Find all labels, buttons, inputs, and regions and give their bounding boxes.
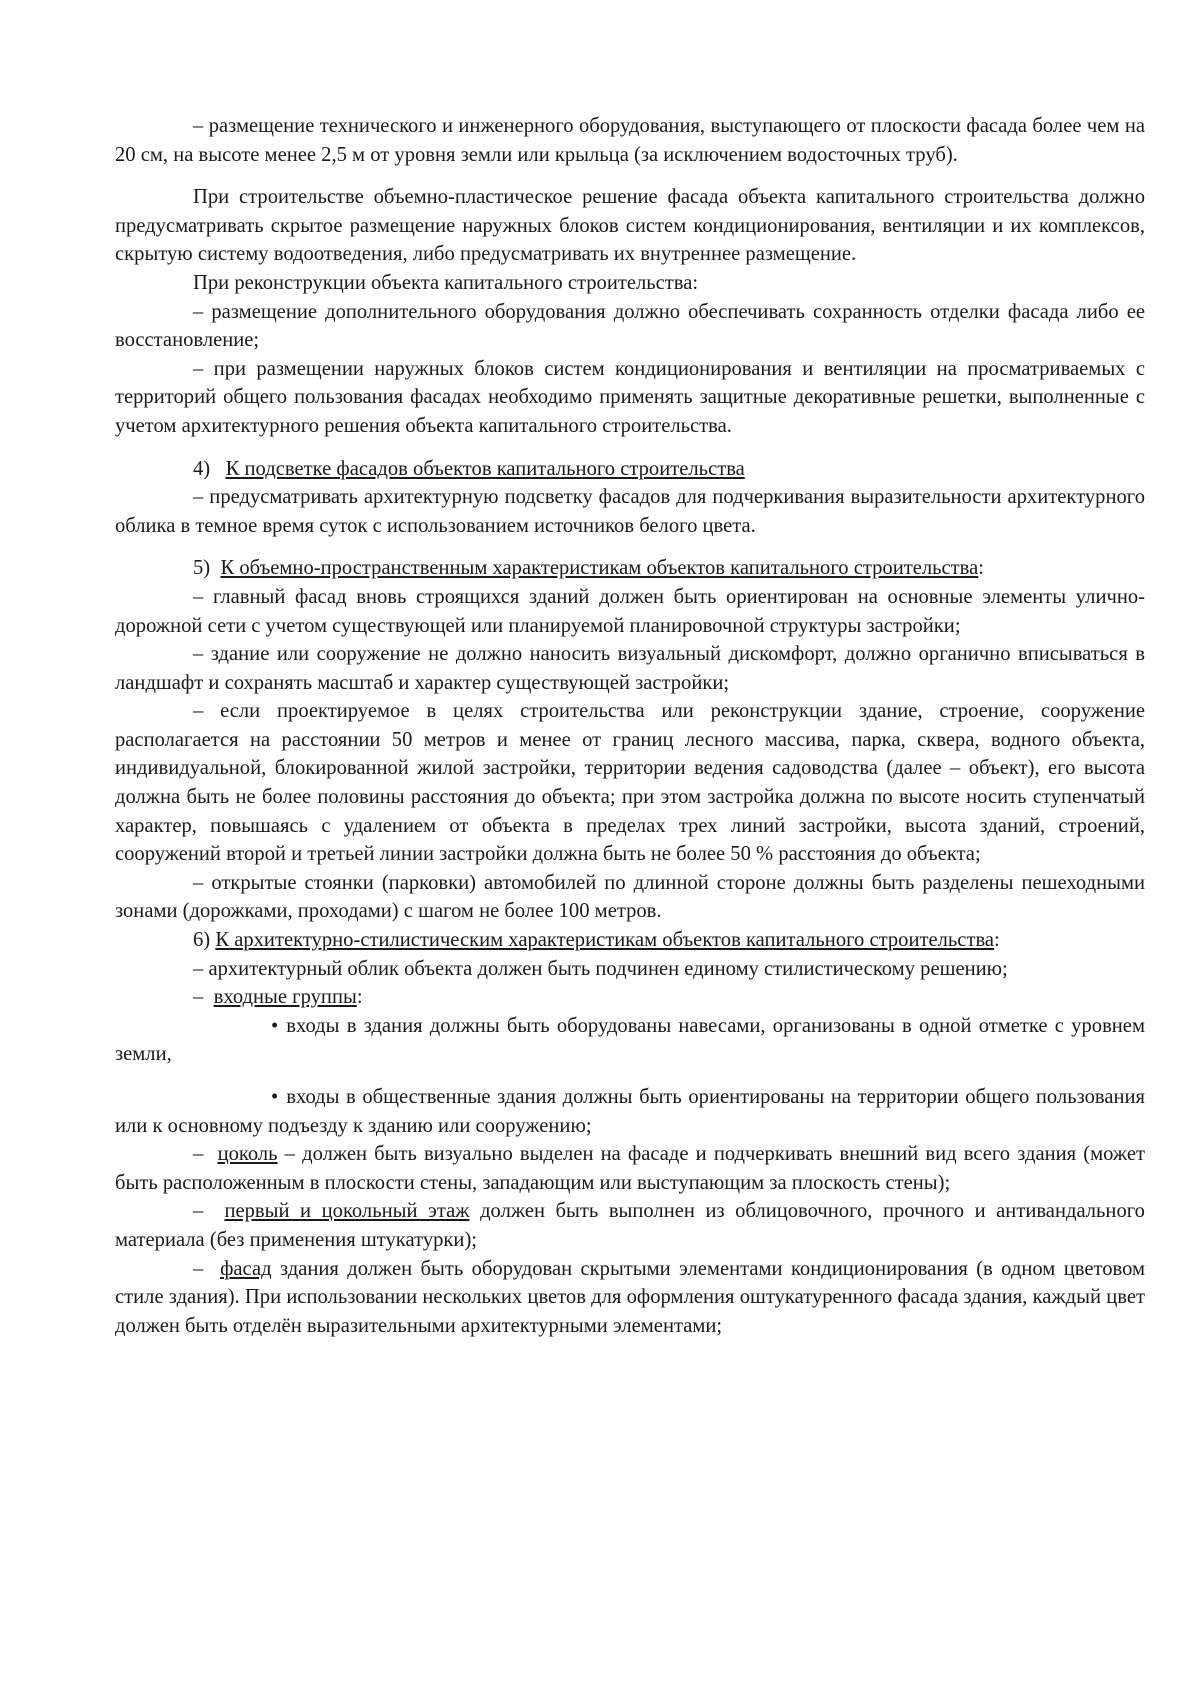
bullet-text: входы в общественные здания должны быть ориентированы на территории общего пользования или к основному подъезду к зданию или сооружению; (115, 1086, 1145, 1137)
term-plinth: цоколь (217, 1143, 278, 1166)
dash-marker: – (193, 1200, 204, 1223)
section-heading-4 (115, 455, 1145, 484)
term-description: – должен быть визуально выделен на фасаде и подчеркивать внешний вид всего здания (может быть расположенным в плоскости стены, западающим или выступающим за плоскость стены); (115, 1143, 1146, 1194)
dash-marker: – (193, 1257, 204, 1280)
section-title: К объемно-пространственным характеристикам объектов капитального строительства (220, 557, 979, 580)
paragraph-equipment-placement: – размещение технического и инженерного оборудования, выступающего от плоскости фасада более чем на 20 см, на высоте менее 2,5 м от уровня земли или крыльца (за исключением водосточных труб). (115, 115, 1145, 166)
paragraph-first-floor (115, 1197, 1145, 1254)
section-heading-5 (115, 554, 1145, 583)
paragraph-parking: – открытые стоянки (парковки) автомобилей по длинной стороне должны быть разделены пешеходными зонами (дорожками, проходами) с шагом не более 100 метров. (115, 871, 1145, 923)
paragraph-decorative-grilles: – при размещении наружных блоков систем кондиционирования и вентиляции на просматриваемых с территорий общего пользования фасадах необходимо применять защитные декоративные решетки, выполненные с учетом архитектурного решения объекта капитального строительства. (115, 357, 1145, 437)
bullet-text: входы в здания должны быть оборудованы навесами, организованы в одной отметке с уровнем земли, (115, 1014, 1145, 1066)
section-title: К подсветке фасадов объектов капитального строительства (225, 457, 745, 480)
section-title-colon: : (978, 557, 984, 580)
section-heading-6 (115, 926, 1145, 955)
paragraph-main-facade: – главный фасад вновь строящихся зданий должен быть ориентирован на основные элементы улично-дорожной сети с учетом существующей или планируемой планировочной структуры застройки; (115, 585, 1145, 637)
bullet-item-public-entrances (115, 1083, 1145, 1140)
section-number: 5) (193, 557, 211, 580)
dash-marker: – (193, 986, 204, 1009)
term-entrance-groups: входные группы (213, 986, 357, 1009)
paragraph-height-limit: – если проектируемое в целях строительства или реконструкции здание, строение, сооружение располагается на расстоянии 50 метров и менее от границ лесного массива, парка, сквера, водного объекта, индивидуальной, блокированной жилой застройки, территории ведения садоводства (далее – объект), его высота должна быть не более половины расстояния до объекта; при этом застройка должна по высоте носить ступенчатый характер, повышаясь с удалением от объекта в пределах трех линий застройки, высота зданий, строений, сооружений второй и третьей линии застройки должна быть не более 50 % расстояния до объекта; (115, 700, 1145, 866)
dash-marker: – (193, 1143, 204, 1166)
paragraph-visual-discomfort: – здание или сооружение не должно наносить визуальный дискомфорт, должно органично вписываться в ландшафт и сохранять масштаб и характер существующей застройки; (115, 643, 1145, 694)
section-title-colon: : (994, 929, 1000, 952)
paragraph-reconstruction-intro: При реконструкции объекта капитального строительства: (193, 271, 699, 294)
bullet-icon: • (271, 1014, 279, 1037)
section-title: К архитектурно-стилистическим характеристикам объектов капитального строительства (215, 929, 995, 952)
paragraph-entrance-groups (115, 983, 1145, 1012)
section-number: 6) (193, 929, 211, 952)
paragraph-facade-conditioning (115, 1255, 1145, 1341)
term-description: должен быть выполнен из облицовочного, прочного и антивандального материала (без применения штукатурки); (115, 1200, 1145, 1251)
term-suffix: : (356, 986, 363, 1009)
term-first-floor: первый и цокольный этаж (224, 1200, 470, 1223)
paragraph-architectural-style: – архитектурный облик объекта должен быть подчинен единому стилистическому решению; (193, 957, 1008, 980)
term-description: здания должен быть оборудован скрытыми элементами кондиционирования (в одном цветовом стиле здания). При использовании нескольких цветов для оформления оштукатуренного фасада здания, каждый цвет должен быть отделён выразительными архитектурными элементами; (115, 1257, 1146, 1337)
document-page (115, 112, 1145, 1340)
paragraph-plinth (115, 1140, 1145, 1197)
term-facade: фасад (220, 1257, 272, 1280)
paragraph-construction-facade: При строительстве объемно-пластическое решение фасада объекта капитального строительства должно предусматривать скрытое размещение наружных блоков систем кондиционирования, вентиляции и их комплексов, скрытую систему водоотведения, либо предусматривать их внутреннее размещение. (115, 186, 1145, 266)
bullet-item-entrances-canopies (115, 1012, 1145, 1069)
paragraph-facade-lighting: – предусматривать архитектурную подсветку фасадов для подчеркивания выразительности архитектурного облика в темное время суток с использованием источников белого цвета. (115, 486, 1145, 537)
section-number: 4) (193, 457, 211, 480)
bullet-icon: • (271, 1086, 279, 1108)
paragraph-additional-equipment: – размещение дополнительного оборудования должно обеспечивать сохранность отделки фасада либо ее восстановление; (115, 300, 1145, 352)
